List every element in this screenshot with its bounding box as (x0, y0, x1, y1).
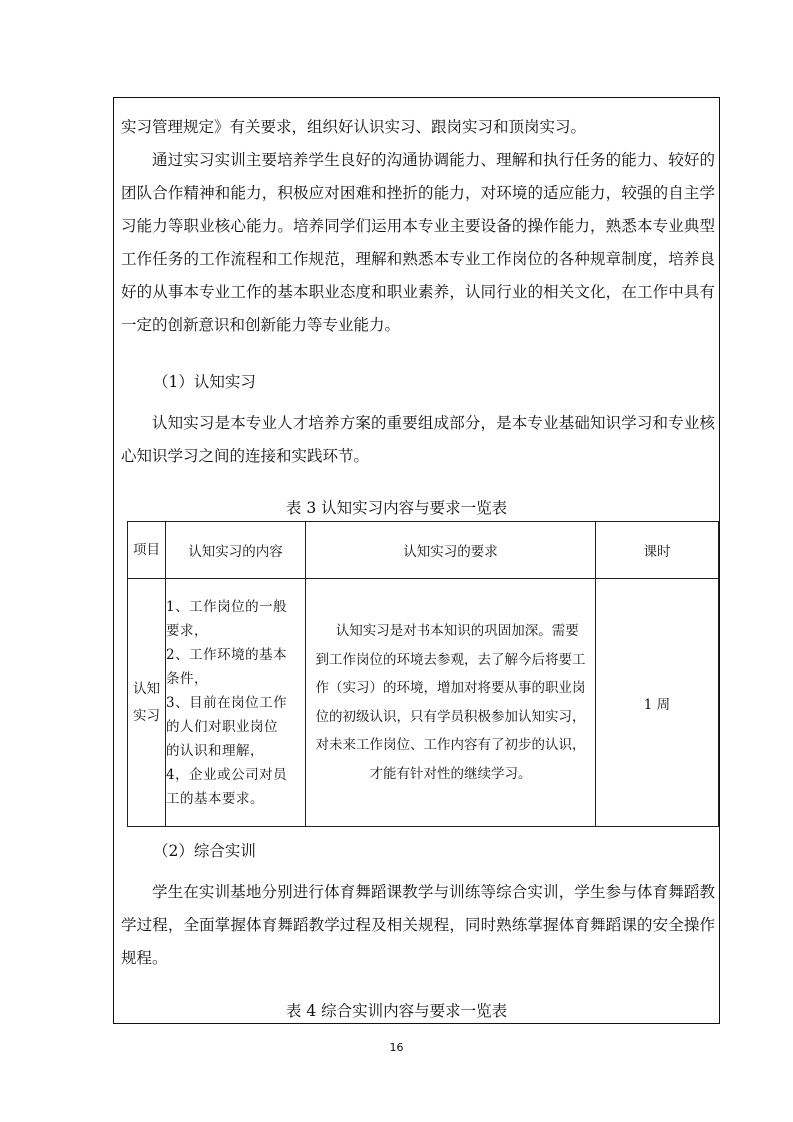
header-hours: 课时 (596, 522, 719, 579)
header-content: 认知实习的内容 (166, 522, 306, 579)
header-requirement: 认知实习的要求 (306, 522, 596, 579)
content-line: 要求， (166, 622, 208, 639)
content-line: 条件， (166, 670, 208, 687)
table3-caption: 表 3 认知实习内容与要求一览表 (285, 499, 508, 517)
paragraph-internship-rules: 实习管理规定》有关要求，组织好认识实习、跟岗实习和顶岗实习。 (121, 118, 587, 136)
heading-comprehensive-training: （2）综合实训 (153, 842, 256, 860)
content-line: 4，企业或公司对员 (166, 766, 288, 783)
content-line: 的人们对职业岗位 (166, 718, 278, 735)
cell-content (166, 579, 306, 827)
cell-item: 认知实习 (128, 579, 166, 827)
paragraph-comprehensive-training: 学生在实训基地分别进行体育舞蹈课教学与训练等综合实训，学生参与体育舞蹈教学过程，全面掌握体育舞蹈教学过程及相关规程，同时熟练掌握体育舞蹈课的安全操作规程。 (121, 883, 715, 967)
content-line: 1、工作岗位的一般 (166, 598, 288, 615)
requirement-line: 才能有针对性的继续学习。 (369, 765, 532, 782)
table-cognitive-internship (127, 521, 719, 827)
table-header-row (128, 522, 719, 579)
requirement-line: 认知实习是对书本知识的巩固加深。需要 (322, 623, 579, 639)
cell-requirement (306, 579, 596, 827)
cell-hours: 1 周 (596, 579, 719, 827)
table4-caption: 表 4 综合实训内容与要求一览表 (285, 1002, 508, 1020)
content-line: 工的基本要求。 (166, 790, 264, 807)
requirement-line: 到工作岗位的环境去参观，去了解今后将要工 (315, 651, 586, 668)
requirement-line: 位的初级认识，只有学员积极参加认知实习， (315, 708, 586, 725)
paragraph-cognitive-internship: 认知实习是本专业人才培养方案的重要组成部分，是本专业基础知识学习和专业核心知识学习之间的连接和实践环节。 (121, 414, 715, 465)
content-line: 的认识和理解， (166, 742, 264, 759)
requirement-line: 对未来工作岗位、工作内容有了初步的认识， (315, 737, 586, 753)
page-number: 16 (389, 1041, 404, 1054)
table-row (128, 579, 719, 827)
header-item: 项目 (128, 522, 166, 579)
heading-cognitive-internship: （1）认知实习 (153, 373, 256, 391)
content-line: 3、目前在岗位工作 (166, 694, 288, 711)
requirement-line: 作（实习）的环境，增加对将要从事的职业岗 (315, 680, 586, 696)
content-line: 2、工作环境的基本 (166, 646, 288, 663)
paragraph-training-goals: 通过实习实训主要培养学生良好的沟通协调能力、理解和执行任务的能力、较好的团队合作精神和能力，积极应对困难和挫折的能力，对环境的适应能力，较强的自主学习能力等职业核心能力。培养同学们运用本专业主要设备的操作能力，熟悉本专业典型工作任务的工作流程和工作规范，理解和熟悉本专业工作岗位的各种规章制度，培养良好的从事本专业工作的基本职业态度和职业素养，认同行业的相关文化，在工作中具有一定的创新意识和创新能力等专业能力。 (121, 151, 715, 334)
